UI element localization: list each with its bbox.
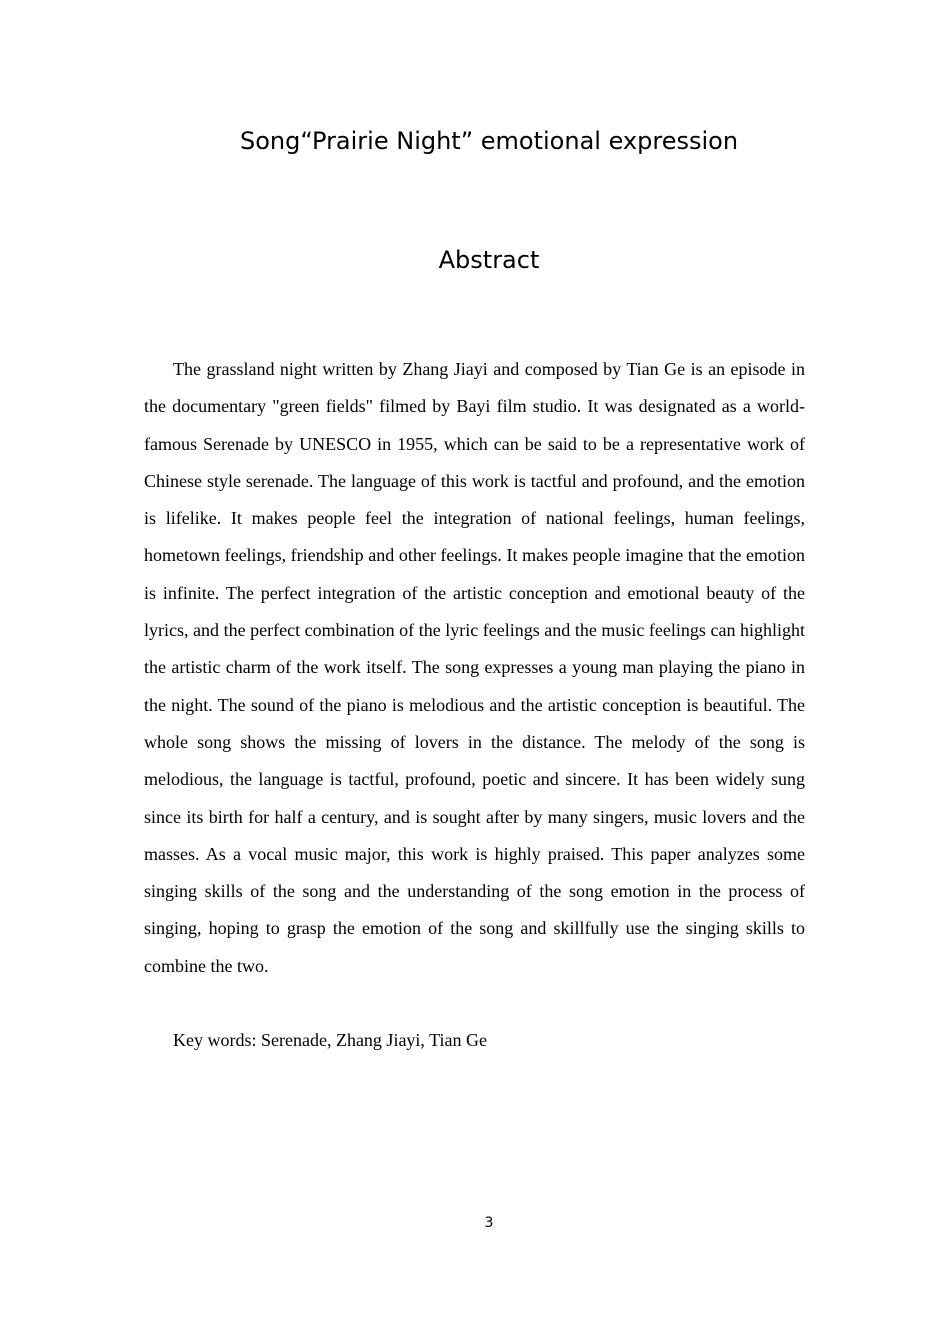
page-number: 3 bbox=[484, 1215, 494, 1231]
abstract-heading: Abstract bbox=[438, 246, 540, 274]
keywords-line: Key words: Serenade, Zhang Jiayi, Tian Ge bbox=[173, 1030, 487, 1050]
document-title: Song“Prairie Night” emotional expression bbox=[239, 127, 739, 155]
abstract-paragraph: The grassland night written by Zhang Jiayi and composed by Tian Ge is an episode in the documentary "green fields" filmed by Bayi film studio. It was designated as a world-famous Serenade by UNESCO in 1955, which can be said to be a representative work of Chinese style serenade. The language of this work is tactful and profound, and the emotion is lifelike. It makes people feel the integration of national feelings, human feelings, hometown feelings, friendship and other feelings. It makes people imagine that the emotion is infinite. The perfect integration of the artistic conception and emotional beauty of the lyrics, and the perfect combination of the lyric feelings and the music feelings can highlight the artistic charm of the work itself. The song expresses a young man playing the piano in the night. The sound of the piano is melodious and the artistic conception is beautiful. The whole song shows the missing of lovers in the distance. The melody of the song is melodious, the language is tactful, profound, poetic and sincere. It has been widely sung since its birth for half a century, and is sought after by many singers, music lovers and the masses. As a vocal music major, this work is highly praised. This paper analyzes some singing skills of the song and the understanding of the song emotion in the process of singing, hoping to grasp the emotion of the song and skillfully use the singing skills to combine the two. bbox=[144, 359, 805, 976]
